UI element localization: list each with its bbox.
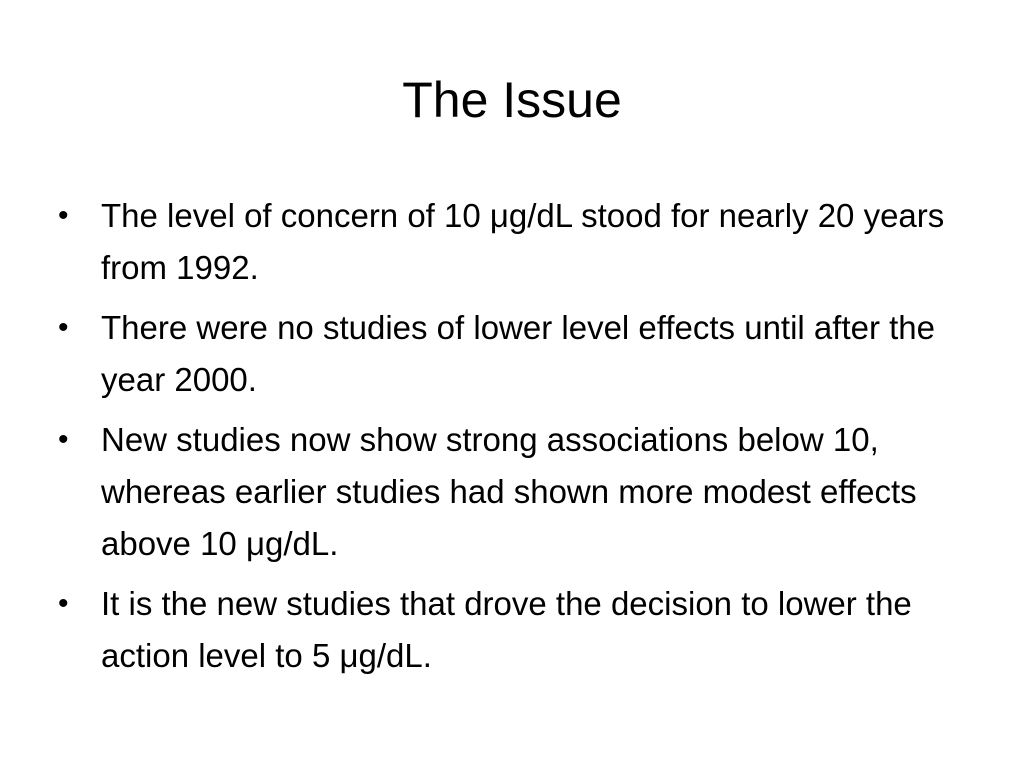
- bullet-dot-icon: •: [58, 199, 69, 232]
- bullet-item: [58, 578, 963, 682]
- bullet-item: [58, 190, 963, 294]
- bullet-item: [58, 414, 963, 570]
- bullet-item: [58, 302, 963, 406]
- bullet-text: There were no studies of lower level effects until after the year 2000.: [101, 309, 935, 398]
- bullet-dot-icon: •: [58, 311, 69, 344]
- bullet-dot-icon: •: [58, 587, 69, 620]
- bullet-text: New studies now show strong associations below 10, whereas earlier studies had shown more modest effects above 10 μg/dL.: [101, 421, 917, 562]
- bullet-dot-icon: •: [58, 423, 69, 456]
- slide-title: The Issue: [402, 72, 622, 128]
- bullet-list: [58, 190, 963, 690]
- bullet-text: It is the new studies that drove the decision to lower the action level to 5 μg/dL.: [101, 585, 912, 674]
- bullet-text: The level of concern of 10 μg/dL stood for nearly 20 years from 1992.: [101, 197, 945, 286]
